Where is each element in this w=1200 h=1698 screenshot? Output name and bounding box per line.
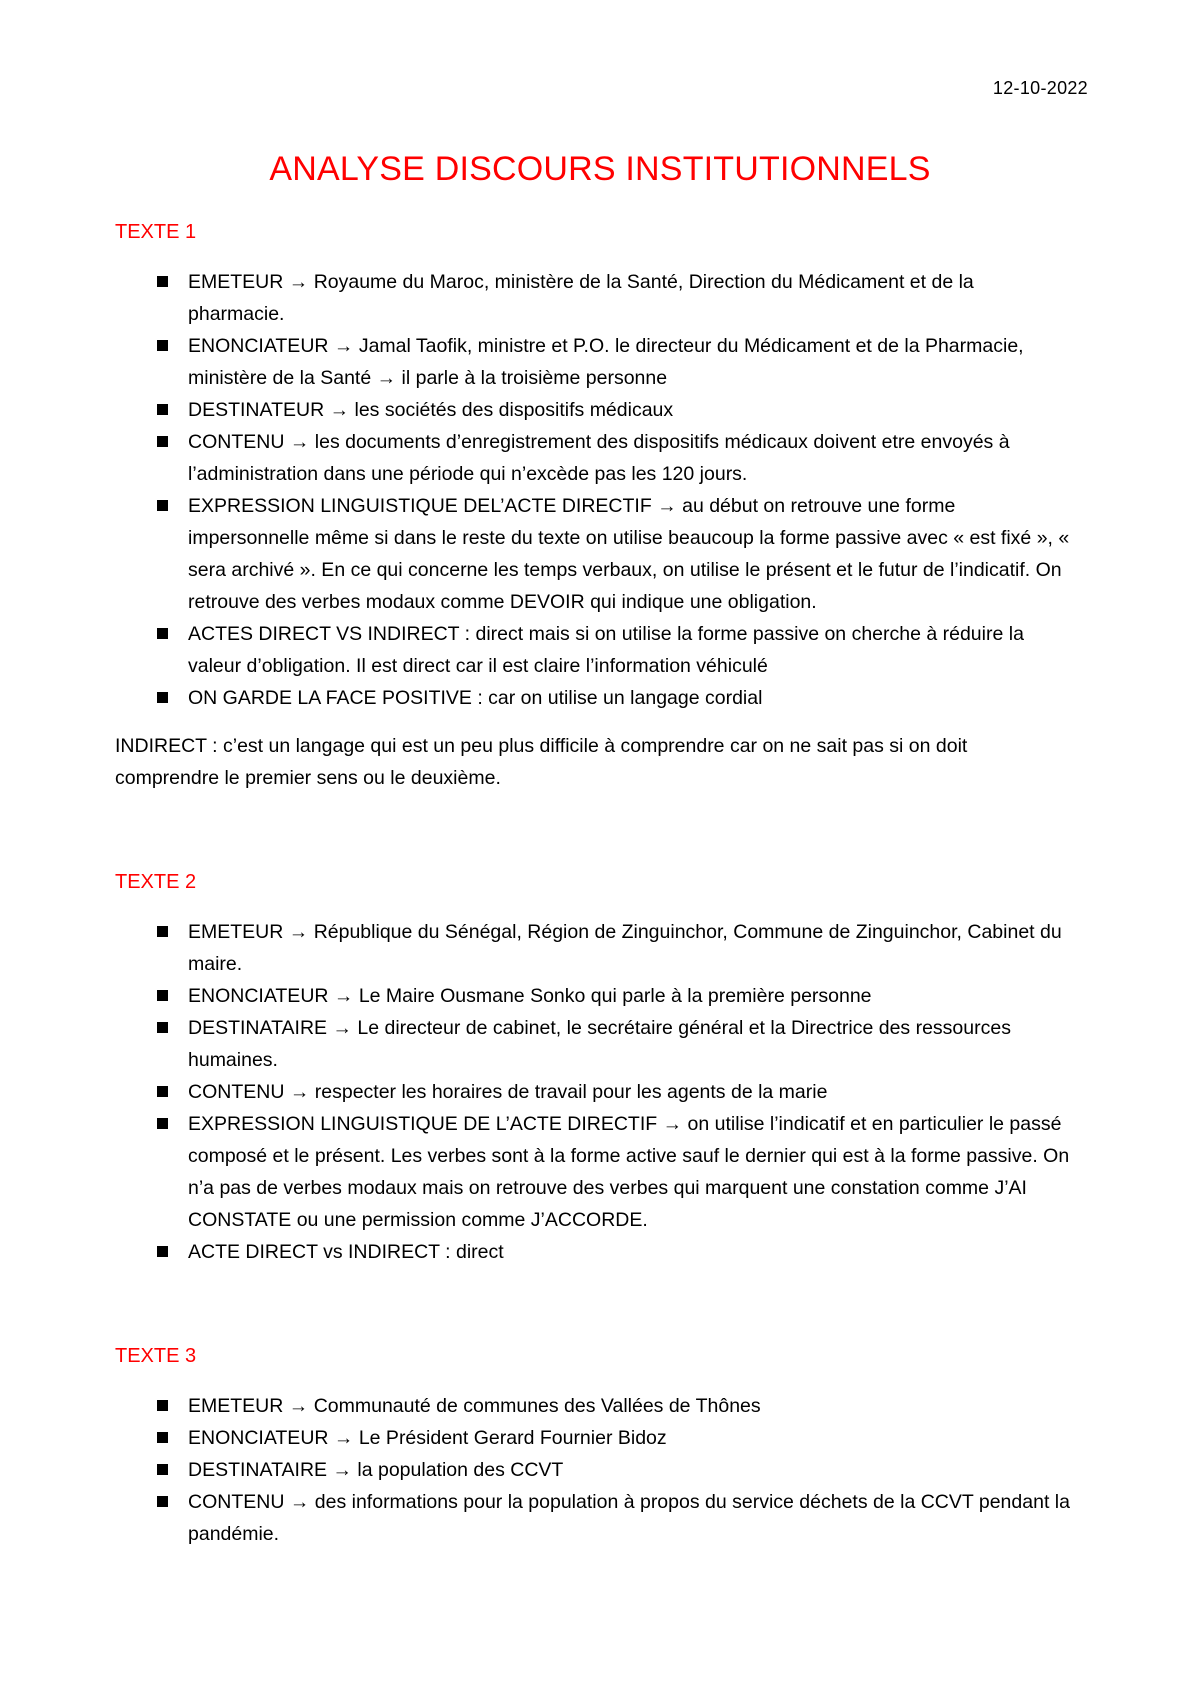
item-label: CONTENU [188,1491,285,1513]
square-bullet-icon [157,500,168,511]
section-heading: TEXTE 3 [115,1345,197,1367]
list-item [115,1108,1075,1236]
item-text: direct [455,1241,504,1263]
square-bullet-icon [157,1400,168,1411]
list-item [115,394,1075,426]
square-bullet-icon [157,990,168,1001]
item-label: EMETEUR [188,921,284,943]
square-bullet-icon [157,1022,168,1033]
arrow-icon: → [333,1427,354,1449]
item-text: des informations pour la population à propos du service déchets de la CCVT pendant la pandémie. [188,1491,1070,1545]
list-item [115,426,1075,490]
list-item [115,490,1075,618]
list-item [115,1454,1075,1486]
item-text: direct mais si on utilise la forme passive on cherche à réduire la valeur d’obligation. Il est direct car il est claire l’information véhiculé [188,623,1024,677]
arrow-icon: → [657,495,677,517]
bullet-list [115,266,1075,714]
arrow-icon: → [329,399,350,421]
item-label: CONTENU [188,1081,285,1103]
list-item [115,1390,1075,1422]
arrow-icon: → [288,271,309,293]
section-texte-1 [115,218,1075,794]
arrow-icon: → [333,335,354,357]
indirect-paragraph: INDIRECT : c’est un langage qui est un peu plus difficile à comprendre car on ne sait pas si on doit comprendre le premier sens ou le deuxième. [115,735,968,789]
item-text: on utilise l’indicatif et en particulier le passé composé et le présent. Les verbes sont à la forme active sauf le dernier qui est à la forme passive. On n’a pas de verbes modaux mais on retrouve des verbes qui marquent une constation comme J’AI CONSTATE ou une permission comme J’ACCORDE. [188,1113,1070,1231]
square-bullet-icon [157,1118,168,1129]
item-text: respecter les horaires de travail pour les agents de la marie [314,1081,828,1103]
section-texte-2 [115,868,1075,1268]
square-bullet-icon [157,1464,168,1475]
square-bullet-icon [157,1246,168,1257]
list-item [115,980,1075,1012]
item-label: ENONCIATEUR [188,335,329,357]
item-text-secondary: il parle à la troisième personne [401,367,668,389]
square-bullet-icon [157,1496,168,1507]
arrow-icon: → [288,1395,309,1417]
document-content [115,218,1075,1550]
document-title: ANALYSE DISCOURS INSTITUTIONNELS [269,150,931,188]
item-label: ENONCIATEUR [188,1427,329,1449]
list-item [115,330,1075,394]
list-item [115,1486,1075,1550]
list-item [115,618,1075,682]
list-item [115,1012,1075,1076]
section-texte-3 [115,1342,1075,1550]
section-heading: TEXTE 2 [115,871,197,893]
list-item [115,682,1075,714]
item-label: ACTES DIRECT VS INDIRECT : [188,623,471,645]
item-label: CONTENU [188,431,285,453]
square-bullet-icon [157,926,168,937]
square-bullet-icon [157,436,168,447]
item-text: Royaume du Maroc, ministère de la Santé, Direction du Médicament et de la pharmacie. [188,271,974,325]
item-text: République du Sénégal, Région de Zinguinchor, Commune de Zinguinchor, Cabinet du maire. [188,921,1062,975]
square-bullet-icon [157,692,168,703]
square-bullet-icon [157,340,168,351]
arrow-icon: → [289,1081,310,1103]
list-item [115,1422,1075,1454]
arrow-icon: → [288,921,309,943]
square-bullet-icon [157,1086,168,1097]
square-bullet-icon [157,1432,168,1443]
square-bullet-icon [157,628,168,639]
document-date: 12-10-2022 [992,78,1088,98]
item-label: EXPRESSION LINGUISTIQUE DEL’ACTE DIRECTIF [188,495,652,517]
square-bullet-icon [157,404,168,415]
arrow-icon: → [289,1491,310,1513]
item-label: EMETEUR [188,1395,284,1417]
item-label: DESTINATEUR [188,399,325,421]
item-text: les documents d’enregistrement des dispositifs médicaux doivent etre envoyés à l’administration dans une période qui n’excède pas les 120 jours. [188,431,1010,485]
list-item [115,266,1075,330]
item-text: Jamal Taofik, ministre et P.O. le directeur du Médicament et de la Pharmacie, ministère de la Santé [188,335,1024,389]
arrow-icon: → [289,431,310,453]
list-item [115,916,1075,980]
item-text: Le Président Gerard Fournier Bidoz [358,1427,667,1449]
bullet-list [115,916,1075,1268]
item-label: ENONCIATEUR [188,985,329,1007]
list-item [115,1076,1075,1108]
arrow-icon: → [332,1459,352,1481]
item-text: Le directeur de cabinet, le secrétaire général et la Directrice des ressources humaines. [188,1017,1011,1071]
item-text: Le Maire Ousmane Sonko qui parle à la première personne [358,985,872,1007]
item-text: car on utilise un langage cordial [488,687,763,709]
arrow-icon: → [662,1113,683,1135]
item-label: ACTE DIRECT vs INDIRECT : [188,1241,451,1263]
item-text: Communauté de communes des Vallées de Thônes [313,1395,761,1417]
item-label: EMETEUR [188,271,284,293]
item-text: la population des CCVT [357,1459,564,1481]
arrow-icon: → [376,367,397,389]
square-bullet-icon [157,276,168,287]
item-text: les sociétés des dispositifs médicaux [354,399,674,421]
bullet-list [115,1390,1075,1550]
arrow-icon: → [333,985,354,1007]
item-label: EXPRESSION LINGUISTIQUE DE L’ACTE DIRECTIF [188,1113,658,1135]
item-label: ON GARDE LA FACE POSITIVE : [188,687,483,709]
arrow-icon: → [332,1017,352,1039]
list-item [115,1236,1075,1268]
item-text: au début on retrouve une forme impersonnelle même si dans le reste du texte on utilise beaucoup la forme passive avec « est fixé », « sera archivé ». En ce qui concerne les temps verbaux, on utilise le présent et le futur de l’indicatif. On retrouve des verbes modaux comme DEVOIR qui indique une obligation. [188,495,1070,613]
item-label: DESTINATAIRE [188,1459,328,1481]
item-label: DESTINATAIRE [188,1017,328,1039]
section-heading: TEXTE 1 [115,221,197,243]
